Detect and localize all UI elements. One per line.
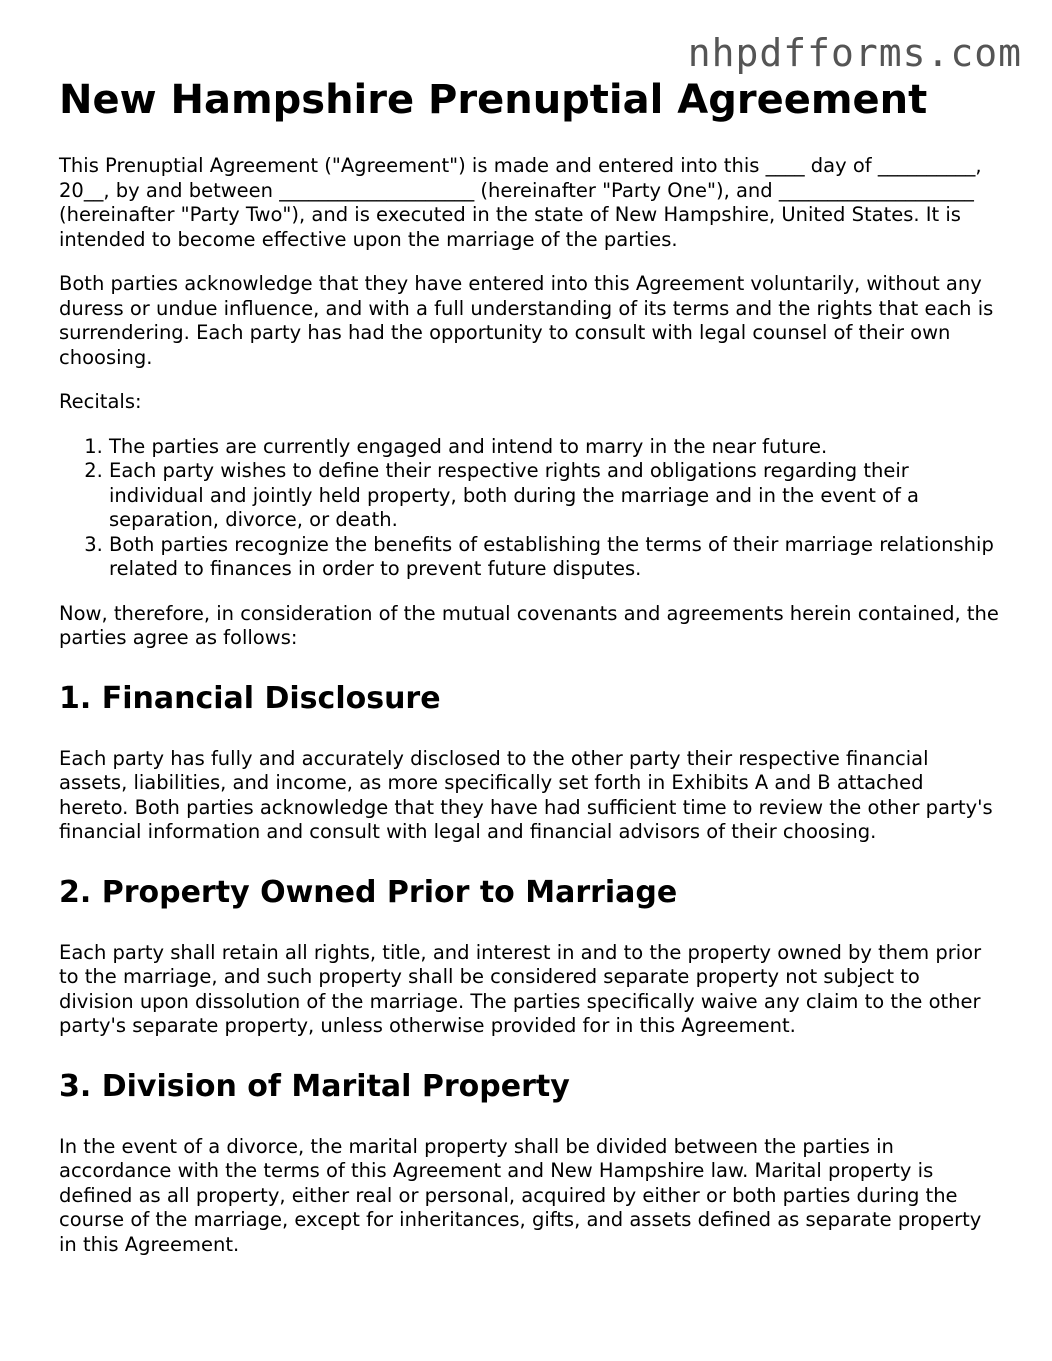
acknowledgment-paragraph: Both parties acknowledge that they have entered into this Agreement voluntarily, without any duress or undue influence, and with a full understanding of its terms and the rights that each is surrendering. Each party has had the opportunity to consult with legal counsel of their own choosing. [59,272,994,369]
section-heading-prior-property: 2. Property Owned Prior to Marriage [59,874,678,910]
recitals-list [59,435,999,582]
section-body-prior-property: Each party shall retain all rights, title, and interest in and to the property owned by them prior to the marriage, and such property shall be considered separate property not subject to division upon dissolution of the marriage. The parties specifically waive any claim to the other party's separate property, unless otherwise provided for in this Agreement. [59,940,982,1037]
intro-paragraph: This Prenuptial Agreement ("Agreement") is made and entered into this ____ day of __________, 20__, by and between ____________________ (hereinafter "Party One"), and ____________________ (hereinafter "Party Two"), and is executed in the state of New Hampshire, United States. It is intended to become effective upon the marriage of the parties. [59,154,982,251]
now-therefore-paragraph: Now, therefore, in consideration of the mutual covenants and agreements herein contained, the parties agree as follows: [59,601,999,649]
recital-item: 3. Both parties recognize the benefits of establishing the terms of their marriage relationship related to finances in order to prevent future disputes. [109,533,999,582]
site-watermark: nhpdfforms.com [687,31,1022,75]
document-page [59,76,999,1277]
section-body-marital-property: In the event of a divorce, the marital property shall be divided between the parties in accordance with the terms of this Agreement and New Hampshire law. Marital property is defined as all property, either real or personal, acquired by either or both parties during the course of the marriage, except for inheritances, gifts, and assets defined as separate property in this Agreement. [59,1134,982,1256]
section-heading-financial-disclosure: 1. Financial Disclosure [59,680,441,716]
recitals-label: Recitals: [59,390,142,413]
recital-item: 2. Each party wishes to define their respective rights and obligations regarding their individual and jointly held property, both during the marriage and in the event of a separation, divorce, or death. [109,459,999,533]
document-title: New Hampshire Prenuptial Agreement [59,77,928,123]
section-body-financial-disclosure: Each party has fully and accurately disclosed to the other party their respective financial assets, liabilities, and income, as more specifically set forth in Exhibits A and B attached hereto. Both parties acknowledge that they have had sufficient time to review the other party's financial information and consult with legal and financial advisors of their choosing. [59,746,993,843]
section-heading-marital-property: 3. Division of Marital Property [59,1068,570,1104]
recital-item: 1. The parties are currently engaged and intend to marry in the near future. [109,435,999,460]
